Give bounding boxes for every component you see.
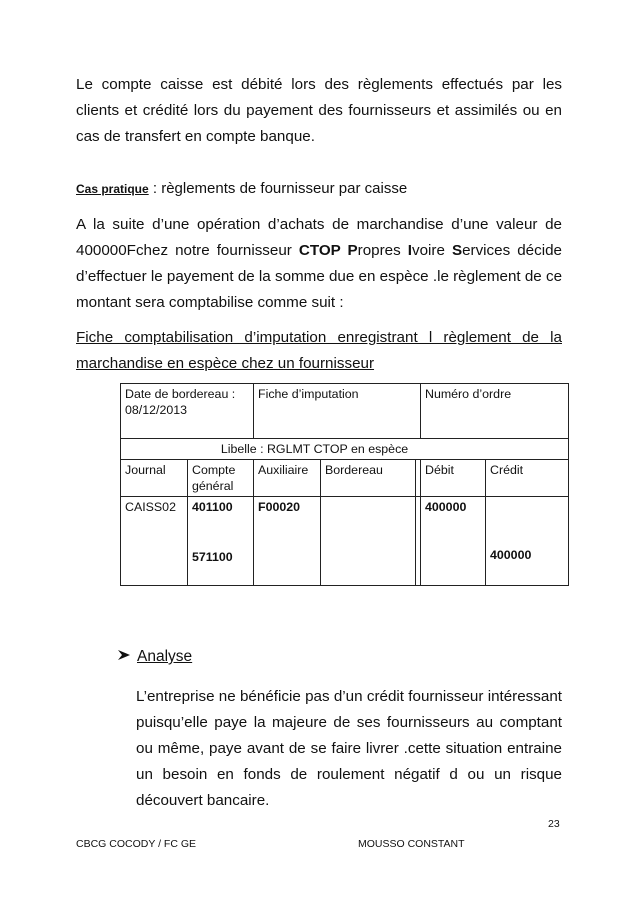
case-study-separator: :	[148, 180, 162, 197]
col-auxiliaire: Auxiliaire	[254, 460, 321, 497]
scenario-text-2: ervices décide d’effectuer le payement de la somme due en espèce .le règlement de ce montant sera comptabilise comme suit :	[76, 242, 563, 311]
column-header-row	[121, 460, 569, 497]
date-cell: Date de bordereau : 08/12/2013	[121, 384, 254, 439]
supplier-initial-i: I	[407, 242, 412, 259]
supplier-name-bold: CTOP P	[298, 242, 358, 259]
fiche-title: Fiche comptabilisation d’imputation enregistrant l règlement de la marchandise en espèce chez un fournisseur	[76, 329, 562, 372]
analyse-title: Analyse	[137, 648, 193, 665]
arrow-bullet-icon	[117, 645, 137, 669]
case-study-label: Cas pratique	[76, 182, 149, 196]
cell-auxiliaire: F00020	[254, 497, 321, 586]
col-compte: Compte général	[188, 460, 254, 497]
cell-bordereau	[321, 497, 416, 586]
ordre-cell: Numéro d’ordre	[421, 384, 569, 439]
footer-right: MOUSSO CONSTANT	[358, 838, 465, 850]
cell-journal: CAISS02	[121, 497, 188, 586]
case-study-line	[76, 176, 562, 202]
cell-credit: 400000	[486, 497, 569, 586]
analyse-heading	[117, 645, 192, 669]
table-row	[121, 497, 569, 586]
fiche-cell: Fiche d’imputation	[254, 384, 421, 439]
case-study-text: règlements de fournisseur par caisse	[161, 180, 408, 197]
col-credit: Crédit	[486, 460, 569, 497]
supplier-initial-s: S	[451, 242, 463, 259]
page-number: 23	[548, 818, 560, 830]
supplier-name-rest-2: voire	[411, 242, 452, 259]
libelle-cell: Libelle : RGLMT CTOP en espèce	[121, 439, 569, 460]
cell-debit: 400000	[421, 497, 486, 586]
libelle-row	[121, 439, 569, 460]
supplier-name-rest-1: ropres	[357, 242, 408, 259]
imputation-table	[120, 383, 569, 586]
scenario-paragraph	[76, 212, 562, 316]
col-bordereau: Bordereau	[321, 460, 416, 497]
footer-left: CBCG COCODY / FC GE	[76, 838, 196, 850]
table-header-row	[121, 384, 569, 439]
compte-debit-account: 401100	[192, 500, 233, 514]
cell-compte	[188, 497, 254, 586]
compte-credit-account: 571100	[192, 550, 233, 564]
col-debit: Débit	[421, 460, 486, 497]
scenario-text-1: A la suite d’une opération d’achats de marchandise d’une valeur de 400000Fchez notre fournisseur	[76, 216, 562, 259]
col-journal: Journal	[121, 460, 188, 497]
analyse-paragraph: L’entreprise ne bénéficie pas d’un crédit fournisseur intéressant puisqu’elle paye la majeure de ses fournisseurs au comptant ou même, paye avant de se faire livrer .cette situation entraine un besoin en fonds de roulement négatif d ou un risque découvert bancaire.	[136, 688, 562, 809]
intro-paragraph: Le compte caisse est débité lors des règlements effectués par les clients et crédité lors du payement des fournisseurs et assimilés ou en cas de transfert en compte banque.	[76, 76, 562, 145]
